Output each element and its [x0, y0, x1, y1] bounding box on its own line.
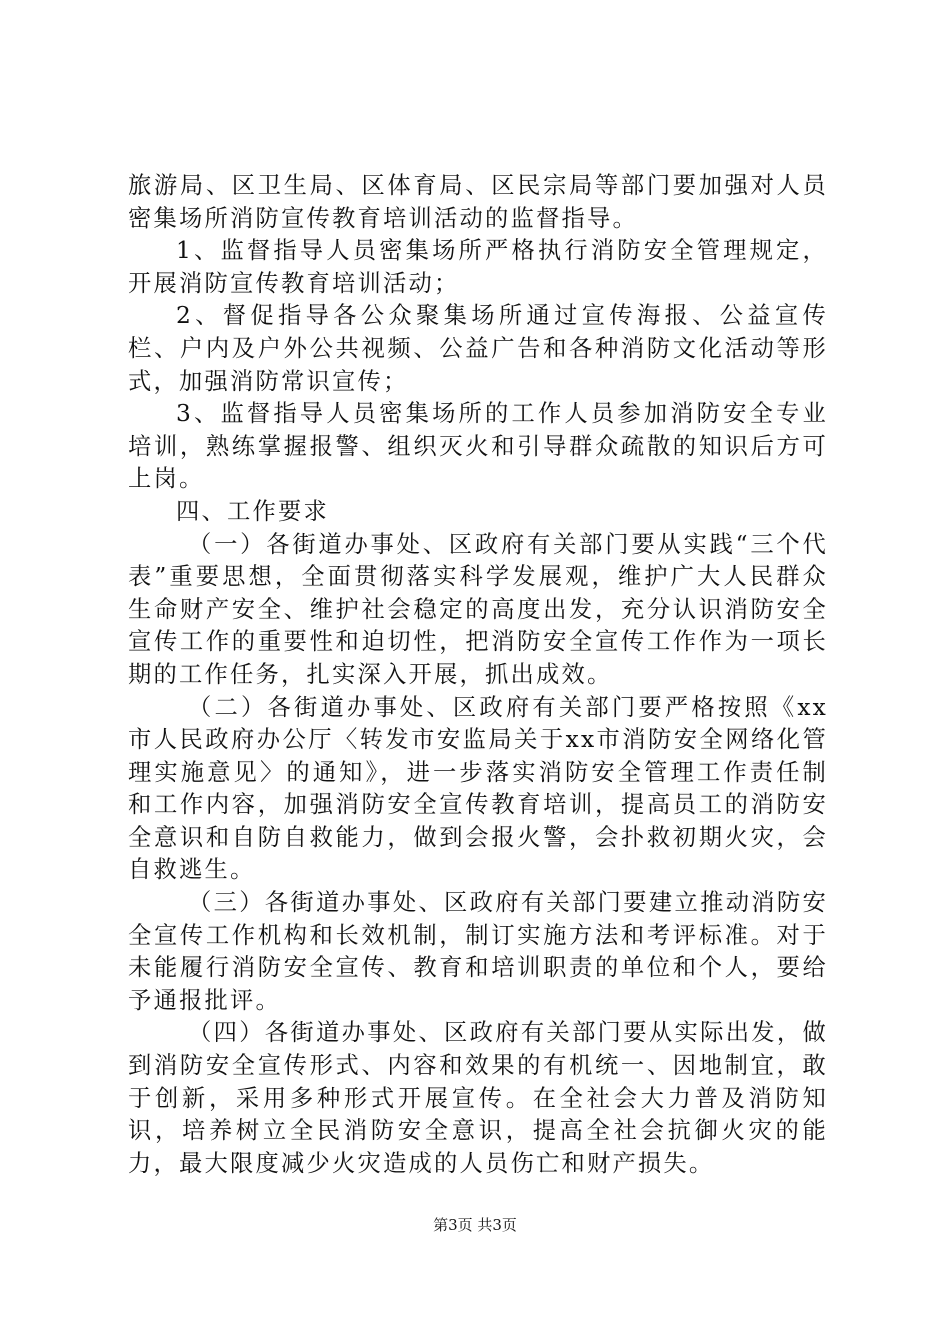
list-item-3: 3、监督指导人员密集场所的工作人员参加消防安全专业培训，熟练掌握报警、组织灭火和引导群众疏散的知识后方可上岗。: [128, 400, 828, 493]
document-body: [128, 170, 828, 1180]
page-number: 第3页 共3页: [433, 1216, 517, 1234]
requirement-item-2: （二）各街道办事处、区政府有关部门要严格按照《xx市人民政府办公厅〈转发市安监局关于xx市消防安全网络化管理实施意见〉的通知》，进一步落实消防安全管理工作责任制和工作内容，加强消防安全宣传教育培训，提高员工的消防安全意识和自防自救能力，做到会报火警，会扑救初期火灾，会自救逃生。: [128, 693, 828, 884]
section-heading-requirements: 四、工作要求: [176, 497, 329, 525]
requirement-item-4: （四）各街道办事处、区政府有关部门要从实际出发，做到消防安全宣传形式、内容和效果的有机统一、因地制宜，敢于创新，采用多种形式开展宣传。在全社会大力普及消防知识，培养树立全民消防安全意识，提高全社会抗御火灾的能力，最大限度减少火灾造成的人员伤亡和财产损失。: [128, 1019, 828, 1177]
paragraph-continuation: 旅游局、区卫生局、区体育局、区民宗局等部门要加强对人员密集场所消防宣传教育培训活动的监督指导。: [128, 172, 828, 232]
list-item-2: 2、督促指导各公众聚集场所通过宣传海报、公益宣传栏、户内及户外公共视频、公益广告和各种消防文化活动等形式，加强消防常识宣传；: [128, 302, 828, 395]
page-footer: [0, 1215, 950, 1235]
requirement-item-1: （一）各街道办事处、区政府有关部门要从实践“三个代表”重要思想，全面贯彻落实科学发展观，维护广大人民群众生命财产安全、维护社会稳定的高度出发，充分认识消防安全宣传工作的重要性和迫切性，把消防安全宣传工作作为一项长期的工作任务，扎实深入开展，抓出成效。: [128, 530, 828, 688]
requirement-item-3: （三）各街道办事处、区政府有关部门要建立推动消防安全宣传工作机构和长效机制，制订实施方法和考评标准。对于未能履行消防安全宣传、教育和培训职责的单位和个人，要给予通报批评。: [128, 889, 828, 1014]
list-item-1: 1、监督指导人员密集场所严格执行消防安全管理规定，开展消防宣传教育培训活动；: [128, 237, 828, 297]
